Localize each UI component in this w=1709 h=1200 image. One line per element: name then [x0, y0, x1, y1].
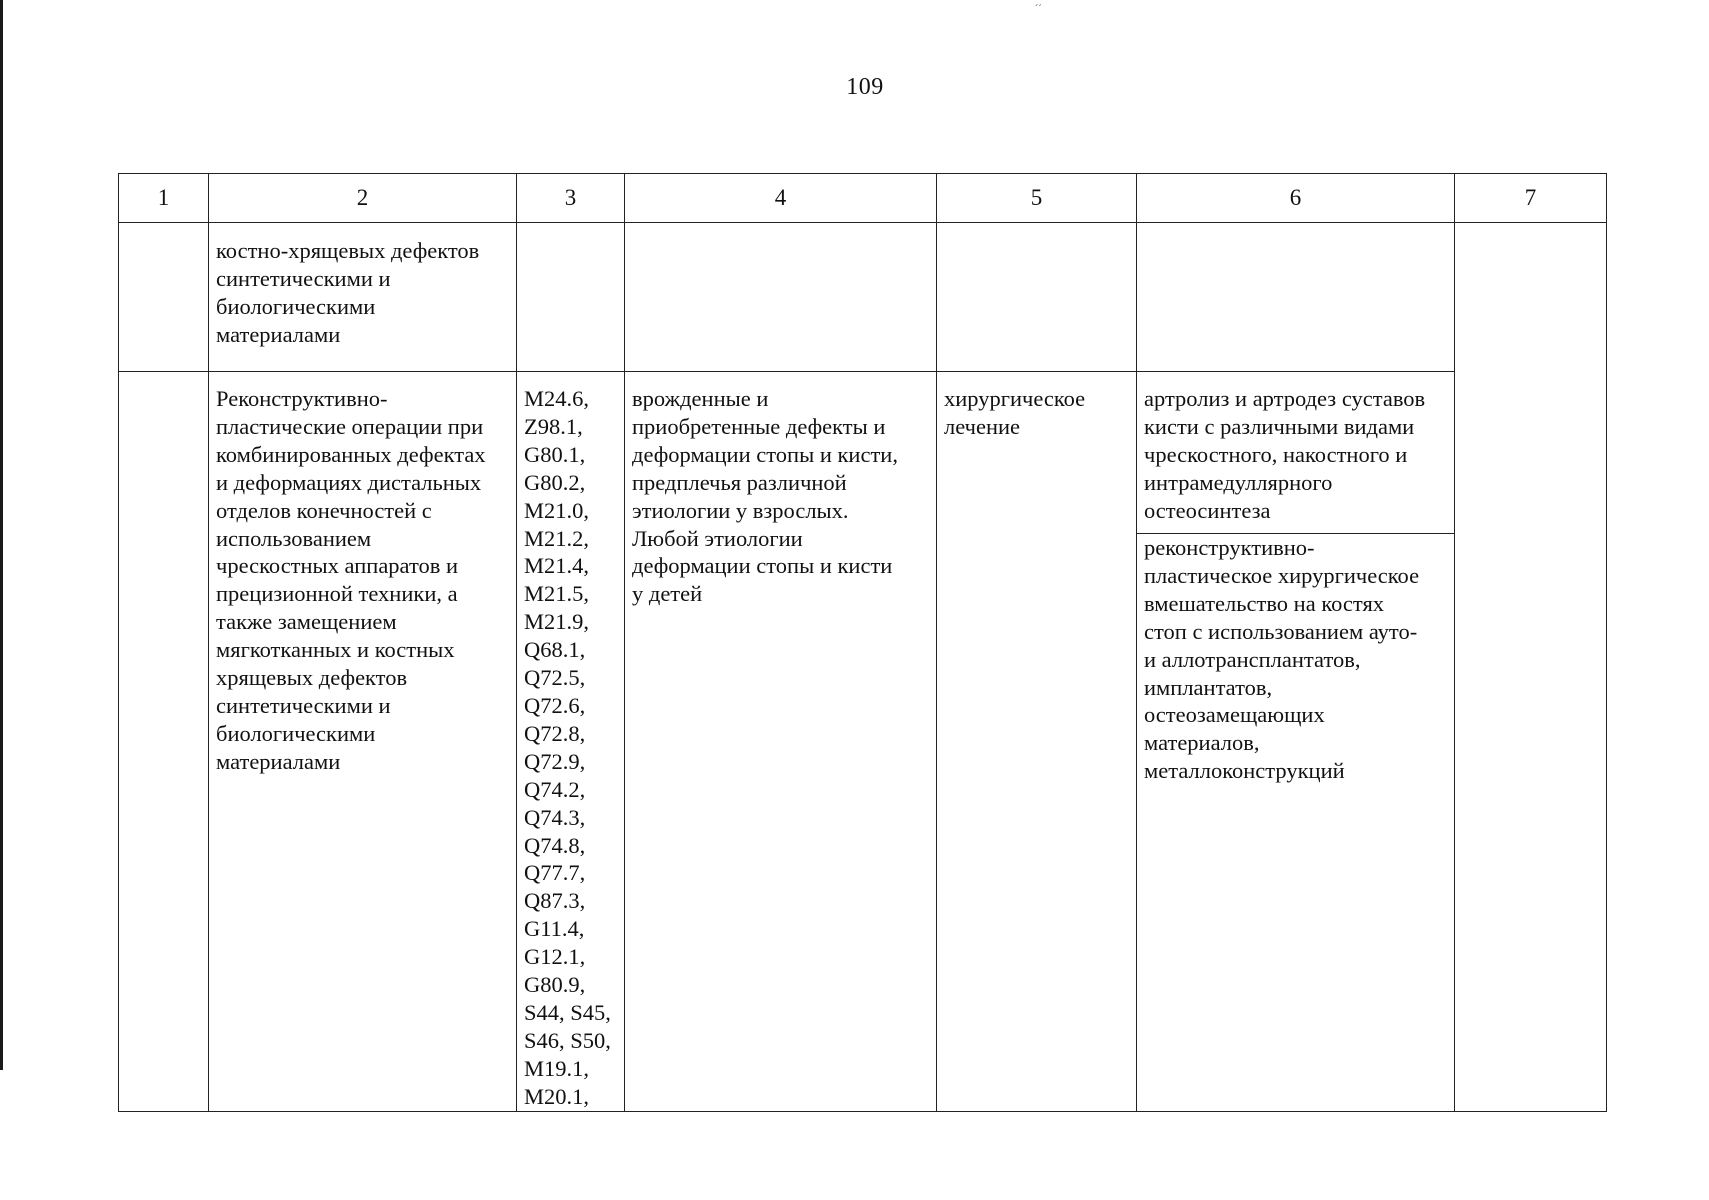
continuation-col1-cell — [119, 223, 209, 372]
header-row — [119, 174, 1607, 223]
icd-codes-cell: M24.6, Z98.1, G80.1, G80.2, M21.0, M21.2, M21.4, M21.5, M21.9, Q68.1, Q72.5, Q72.6, Q72.8, Q72.9, Q74.2, Q74.3, Q74.8, Q77.7, Q87.3, G11.4, G12.1, G80.9, S44, S45, S46, S50, M19.1, M20.1, — [517, 372, 625, 1112]
column-header-6: 6 — [1137, 174, 1455, 223]
column-header-5: 5 — [937, 174, 1137, 223]
main-row — [119, 372, 1607, 534]
continuation-col3-cell — [517, 223, 625, 372]
page-number: 109 — [846, 74, 884, 100]
treatment-type-cell: хирургическое лечение — [937, 372, 1137, 1112]
patient-model-cell: врожденные и приобретенные дефекты и деформации стопы и кисти, предплечья различной этиологии у взрослых. Любой этиологии деформации стопы и кисти у детей — [625, 372, 937, 1112]
continuation-row — [119, 223, 1607, 372]
continuation-col6-cell — [1137, 223, 1455, 372]
continuation-col4-cell — [625, 223, 937, 372]
method-name-cell: Реконструктивно- пластические операции при комбинированных дефектах и деформациях дистальных отделов конечностей с использованием чрескостных аппаратов и прецизионной техники, а также замещением мягкотканных и костных хрящевых дефектов синтетическими и биологическими материалами — [209, 372, 517, 1112]
continuation-method-name-cell: костно-хрящевых дефектов синтетическими и биологическими материалами — [209, 223, 517, 372]
main-col1-cell — [119, 372, 209, 1112]
column-header-7: 7 — [1455, 174, 1607, 223]
column-header-4: 4 — [625, 174, 937, 223]
continuation-col5-cell — [937, 223, 1137, 372]
column-header-3: 3 — [517, 174, 625, 223]
column-header-1: 1 — [119, 174, 209, 223]
col7-cell — [1455, 223, 1607, 1112]
scan-mark: ´´ — [1035, 4, 1042, 15]
procedures-table — [118, 173, 1607, 1112]
treatment-method-1-cell: артролиз и артродез суставов кисти с различными видами чрескостного, накостного и интрамедуллярного остеосинтеза — [1137, 372, 1455, 534]
treatment-method-2-cell: реконструктивно- пластическое хирургическое вмешательство на костях стоп с использованием ауто- и аллотрансплантатов, имплантатов, остеозамещающих материалов, металлоконструкций — [1137, 533, 1455, 1111]
left-scan-edge — [0, 0, 3, 1070]
column-header-2: 2 — [209, 174, 517, 223]
